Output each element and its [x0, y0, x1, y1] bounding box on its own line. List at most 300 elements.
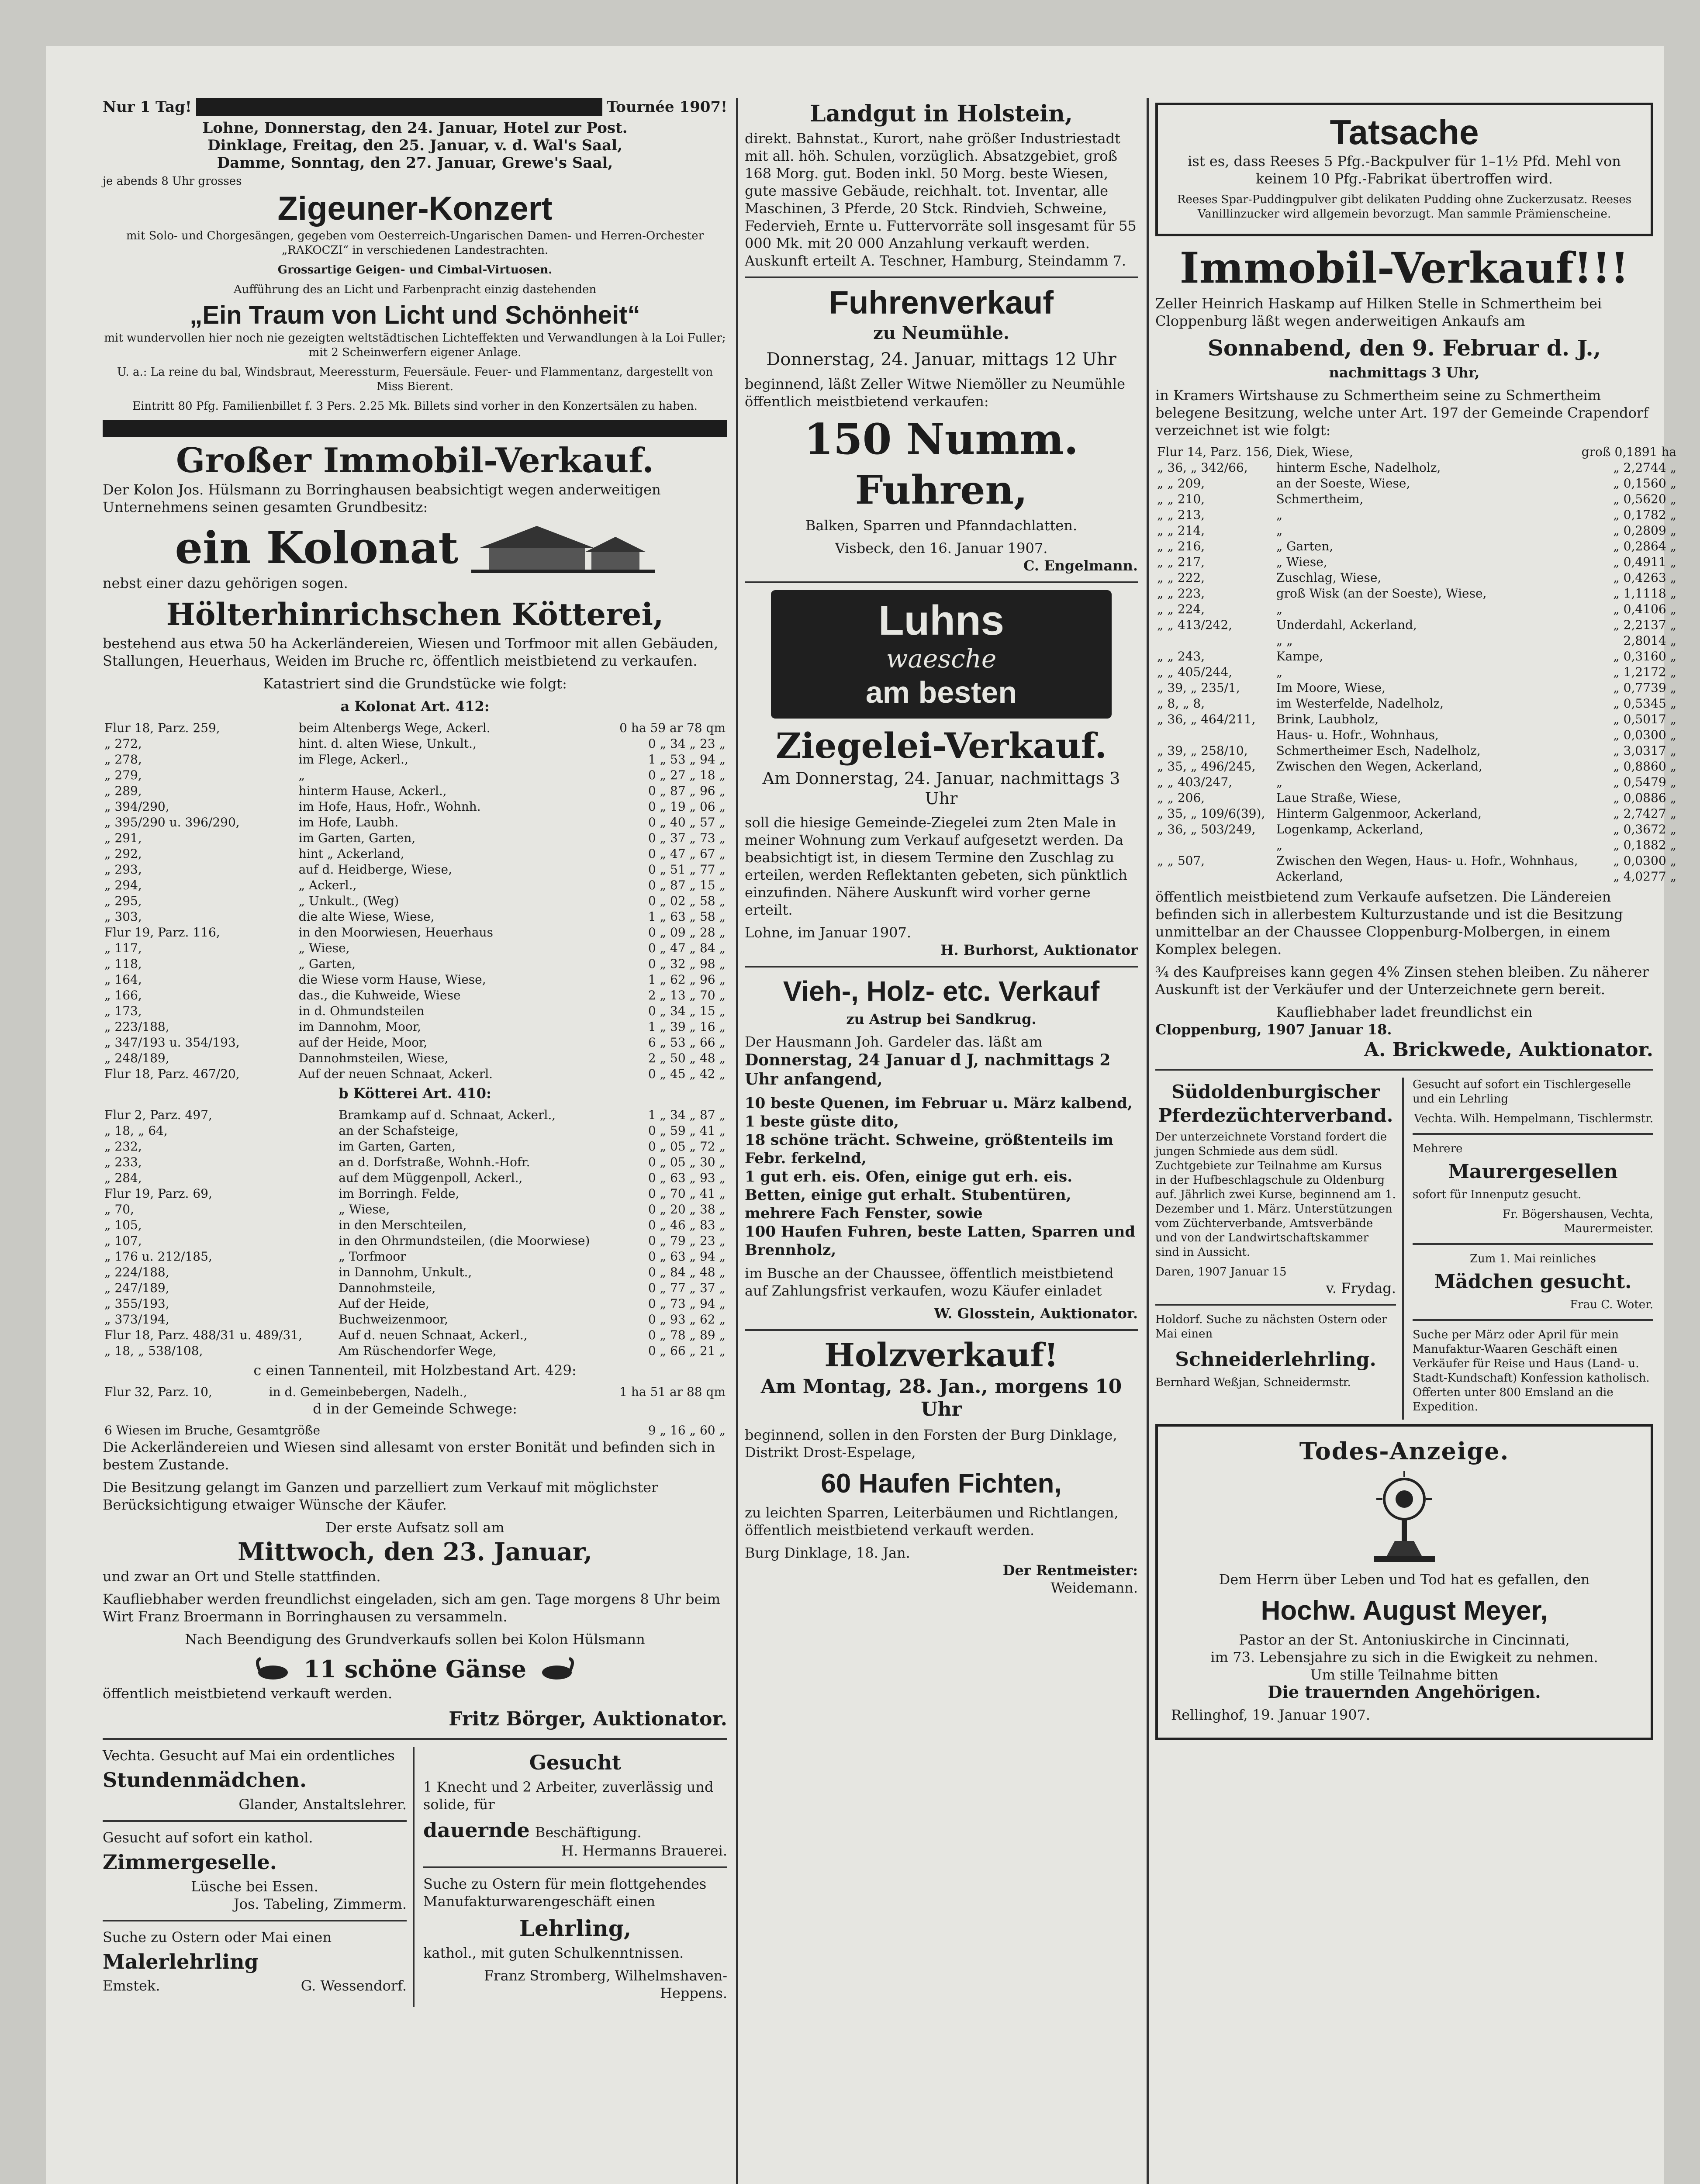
- cell: 0 „ 63 „ 94 „: [648, 1249, 726, 1264]
- table-row: [103, 1423, 727, 1438]
- vieh-item: 100 Haufen Fuhren, beste Latten, Sparren und Brennholz,: [745, 1223, 1136, 1259]
- cell: „ „ 213,: [1157, 508, 1205, 522]
- ad-place: Emstek.: [103, 1977, 160, 1994]
- cell: Kampe,: [1276, 649, 1323, 663]
- cell: 0 „ 02 „ 58 „: [648, 894, 726, 908]
- cell: 0 „ 87 „ 96 „: [648, 784, 726, 798]
- fuhren-body: beginnend, läßt Zeller Witwe Niemöller zu Neumühle öffentlich meistbietend verkaufen:: [745, 376, 1125, 410]
- cell: 9 „ 16 „ 60 „: [648, 1423, 726, 1438]
- fuhren-date: Donnerstag, 24. Januar, mittags 12 Uhr: [766, 349, 1116, 370]
- cell: „ 0,1882 „: [1613, 838, 1677, 852]
- ad-text: Suche zu Ostern für mein flottgehendes Manufakturwarengeschäft einen: [423, 1876, 707, 1910]
- cell: „ 0,5479 „: [1613, 775, 1677, 789]
- cell: „ „ 405/244,: [1157, 665, 1233, 679]
- small-ads-row: [103, 1747, 727, 2007]
- immobil-termin: Der erste Aufsatz soll am: [325, 1519, 504, 1536]
- cell: 0 „ 05 „ 72 „: [648, 1139, 726, 1154]
- vieh-sub: zu Astrup bei Sandkrug.: [846, 1011, 1037, 1027]
- cell: „ Wiese,: [1276, 555, 1327, 569]
- holz-signature: Der Rentmeister:: [1002, 1562, 1138, 1579]
- cell: Am Rüschendorfer Wege,: [339, 1344, 497, 1358]
- cell: „ 166,: [104, 988, 142, 1002]
- cell: „ Ackerl.,: [298, 878, 357, 892]
- column-left: [103, 98, 727, 2007]
- cell: „ „ 413/242,: [1157, 618, 1233, 632]
- immobil2-intro: Zeller Heinrich Haskamp auf Hilken Stelle in Schmertheim bei Cloppenburg läßt wegen anderweitigen Ankaufs am: [1155, 295, 1602, 329]
- cell: „ 0,4106 „: [1613, 602, 1677, 616]
- vieh-item: 18 schöne trächt. Schweine, größtenteils im Febr. ferkelnd,: [745, 1131, 1114, 1167]
- ad-title: Lehrling,: [519, 1915, 632, 1941]
- cell: 0 „ 78 „ 89 „: [648, 1328, 726, 1342]
- black-bar: [103, 420, 727, 437]
- column-divider: [736, 98, 738, 2184]
- table-row: [1155, 696, 1678, 712]
- small-ads-right: [1413, 1078, 1653, 1420]
- table-row: [1155, 601, 1678, 617]
- immobil-sogen: nebst einer dazu gehörigen sogen.: [103, 575, 348, 591]
- immobil-koetterei: Hölterhinrichschen Kötterei,: [166, 596, 664, 632]
- holz-body: beginnend, sollen in den Forsten der Burg Dinklage, Distrikt Drost-Espelage,: [745, 1427, 1117, 1461]
- table-row: [1155, 617, 1678, 633]
- table-row: [103, 1327, 727, 1343]
- concert-bar-right: Tournée 1907!: [606, 98, 727, 116]
- luhns-slogan: am besten: [865, 675, 1017, 709]
- table-row: [1155, 837, 1678, 853]
- table-row: [1155, 649, 1678, 664]
- concert-desc: mit Solo- und Chorgesängen, gegeben vom Oesterreich-Ungarischen Damen- und Herren-Orchester „RAKOCZI“ in verschiedenen Landestrachten.: [126, 229, 704, 257]
- table-row: [103, 1233, 727, 1249]
- cell: 0 ha 59 ar 78 qm: [619, 721, 726, 735]
- cell: Flur 18, Parz. 467/20,: [104, 1067, 240, 1081]
- table-row: [1155, 712, 1678, 727]
- cell: Logenkamp, Ackerland,: [1276, 822, 1424, 836]
- cell: „ 3,0317 „: [1613, 743, 1677, 758]
- concert-dream: „Ein Traum von Licht und Schönheit“: [190, 301, 640, 329]
- cell: „ 0,0300 „: [1613, 854, 1677, 868]
- ad-title: Malerlehrling: [103, 1950, 259, 1973]
- cell: „ 0,8860 „: [1613, 759, 1677, 774]
- cell: Dannohmsteile,: [339, 1281, 436, 1295]
- small-ads-left: [1155, 1078, 1404, 1420]
- divider: [103, 1920, 407, 1921]
- cell: Auf der Heide,: [339, 1296, 429, 1311]
- cell: „ 293,: [104, 862, 142, 877]
- ad-text: Gesucht auf sofort ein Tischlergeselle und ein Lehrling: [1413, 1078, 1631, 1106]
- table-row: [1155, 774, 1678, 790]
- cell: „ 18, „ 64,: [104, 1123, 168, 1138]
- cell: „ Unkult., (Weg): [298, 894, 399, 908]
- divider: [1413, 1243, 1653, 1245]
- cell: 2 „ 50 „ 48 „: [648, 1051, 726, 1065]
- fuhren-ad: [745, 285, 1138, 574]
- cell: in den Merschteilen,: [339, 1218, 467, 1232]
- immobil-kataster: Katastriert sind die Grundstücke wie folgt:: [263, 675, 567, 692]
- cell: im Flege, Ackerl.,: [298, 752, 408, 767]
- concert-virtuosen: Grossartige Geigen- und Cimbal-Virtuosen.: [277, 263, 553, 276]
- table-row: [1155, 790, 1678, 806]
- ziegelei-ad: [745, 726, 1138, 959]
- ad-signature: Vechta. Wilh. Hempelmann, Tischlermstr.: [1414, 1112, 1653, 1125]
- cell: „ 0,0886 „: [1613, 791, 1677, 805]
- cell: 0 „ 46 „ 83 „: [648, 1218, 726, 1232]
- cell: hinterm Esche, Nadelholz,: [1276, 460, 1441, 475]
- table-row: [1155, 822, 1678, 837]
- cell: „ 0,5017 „: [1613, 712, 1677, 726]
- table-row: [103, 1051, 727, 1066]
- immobil2-date: Sonnabend, den 9. Februar d. J.,: [1207, 335, 1601, 361]
- immobil2-title: Immobil-Verkauf!!!: [1179, 243, 1629, 293]
- tatsache-ad: [1155, 103, 1653, 236]
- cell: „: [1276, 508, 1283, 522]
- table-row: [103, 909, 727, 925]
- ad-text: Mehrere: [1413, 1142, 1463, 1155]
- cell: „ „ 209,: [1157, 476, 1205, 491]
- cell: „ 278,: [104, 752, 142, 767]
- table-row: [103, 1154, 727, 1170]
- cell: „ 294,: [104, 878, 142, 892]
- cell: 2,8014 „: [1623, 633, 1677, 648]
- cell: „ 394/290,: [104, 799, 169, 814]
- divider: [745, 1329, 1138, 1331]
- immobil2-body: in Kramers Wirtshause zu Schmertheim seine zu Schmertheim belegene Besitzung, welche unter Art. 197 der Gemeinde Crapendorf verzeichnet ist wie folgt:: [1155, 387, 1649, 439]
- table-row: [1155, 806, 1678, 822]
- table-row: [103, 1312, 727, 1327]
- cell: auf dem Müggenpoll, Ackerl.,: [339, 1171, 523, 1185]
- ad-text: 1 Knecht und 2 Arbeiter, zuverlässig und solide, für: [423, 1779, 714, 1813]
- cell: Bramkamp auf d. Schnaat, Ackerl.,: [339, 1108, 556, 1122]
- immobil2-place: Cloppenburg, 1907 Januar 18.: [1155, 1021, 1392, 1038]
- table-row: [103, 736, 727, 752]
- ad-text: sofort für Innenputz gesucht.: [1413, 1188, 1582, 1201]
- ad-title: dauernde: [423, 1818, 530, 1842]
- cell: „ „ 223,: [1157, 586, 1205, 601]
- cell: Flur 14, Parz. 156,: [1157, 445, 1273, 459]
- cell: auf der Heide, Moor,: [298, 1035, 428, 1050]
- cell: Flur 19, Parz. 116,: [104, 925, 220, 940]
- concert-ad: [103, 98, 727, 414]
- todes-text: Pastor an der St. Antoniuskirche in Cincinnati,: [1239, 1631, 1570, 1648]
- divider: [745, 966, 1138, 968]
- cell: in den Ohrmundsteilen, (die Moorwiese): [339, 1234, 590, 1248]
- cell: „ 117,: [104, 941, 142, 955]
- cell: Auf d. neuen Schnaat, Ackerl.,: [339, 1328, 528, 1342]
- cell: „ „ 243,: [1157, 649, 1205, 663]
- immobil-text: Die Ackerländereien und Wiesen sind allesamt von erster Bonität und befinden sich in bestem Zustande.: [103, 1439, 715, 1473]
- table-row: [103, 1202, 727, 1217]
- concert-line: Damme, Sonntag, den 27. Januar, Grewe's Saal,: [217, 154, 613, 172]
- cell: „ 164,: [104, 972, 142, 987]
- table-row: [103, 1265, 727, 1280]
- goose-icon: [251, 1656, 290, 1682]
- tatsache-body2: Reeses Spar-Puddingpulver gibt delikaten Pudding ohne Zuckerzusatz. Reeses Vanillinzucker wird allgemein bevorzugt. Man sammle Prämienscheine.: [1177, 193, 1632, 221]
- ad-signature: Glander, Anstaltslehrer.: [238, 1796, 407, 1813]
- cell: im Dannohm, Moor,: [298, 1019, 422, 1034]
- immobil-gaense: 11 schöne Gänse: [303, 1655, 527, 1683]
- cell: „ „ 206,: [1157, 791, 1205, 805]
- cell: „: [1276, 775, 1283, 789]
- vieh-body2: im Busche an der Chaussee, öffentlich meistbietend auf Zahlungsfrist verkaufen, wozu Käufer einladet: [745, 1265, 1114, 1299]
- immobil-ad: [103, 443, 727, 1731]
- tatsache-body: ist es, dass Reeses 5 Pfg.-Backpulver für 1–1½ Pfd. Mehl von keinem 10 Pfg.-Fabrikat übertroffen wird.: [1188, 153, 1621, 187]
- cell: 0 „ 40 „ 57 „: [648, 815, 726, 829]
- cell: „ 292,: [104, 847, 142, 861]
- cell: 0 „ 09 „ 28 „: [648, 925, 726, 940]
- ad-title: Mädchen gesucht.: [1434, 1271, 1632, 1293]
- cell: Zwischen den Wegen, Ackerland,: [1276, 759, 1482, 774]
- cell: „ 284,: [104, 1171, 142, 1185]
- cell: „ 224/188,: [104, 1265, 169, 1279]
- immobil2-signature: A. Brickwede, Auktionator.: [1364, 1039, 1653, 1061]
- immobil2-body: ¾ des Kaufpreises kann gegen 4% Zinsen stehen bleiben. Zu näherer Auskunft ist der Verkäufer und der Unterzeichnete gern bereit.: [1155, 964, 1649, 998]
- cell: 0 „ 93 „ 62 „: [648, 1312, 726, 1327]
- cell: „ „ 507,: [1157, 854, 1205, 868]
- cell: die alte Wiese, Wiese,: [298, 909, 435, 924]
- table-row: [1155, 523, 1678, 539]
- divider: [103, 1738, 727, 1740]
- cell: Flur 19, Parz. 69,: [104, 1186, 212, 1201]
- cell: „ „ 403/247,: [1157, 775, 1233, 789]
- cell: in d. Ohmundsteilen: [298, 1004, 425, 1018]
- immobil-termin: Nach Beendigung des Grundverkaufs sollen bei Kolon Hülsmann: [185, 1631, 645, 1648]
- cell: „ 0,0300 „: [1613, 728, 1677, 742]
- todes-text: Um stille Teilnahme bitten: [1310, 1666, 1499, 1683]
- cell: „: [1276, 602, 1283, 616]
- cell: 0 „ 37 „ 73 „: [648, 831, 726, 845]
- cell: „ 355/193,: [104, 1296, 169, 1311]
- cell: „ 395/290 u. 396/290,: [104, 815, 240, 829]
- concert-ausf: Aufführung des an Licht und Farbenpracht einzig dastehenden: [233, 283, 597, 296]
- cell: Flur 18, Parz. 488/31 u. 489/31,: [104, 1328, 302, 1342]
- table-row: [103, 815, 727, 830]
- ziegelei-place: Lohne, im Januar 1907.: [745, 924, 912, 941]
- holz-title: Holzverkauf!: [824, 1337, 1058, 1374]
- cell: „ 0,4263 „: [1613, 570, 1677, 585]
- ziegelei-body: soll die hiesige Gemeinde-Ziegelei zum 2ten Male in meiner Wohnung zum Verkauf aufgesetzt werden. Da beabsichtigt ist, in diesem Termine den Zuschlag zu erteilen, werden Reflektanten gebeten, sich pünktlich einzufinden. Nähere Auskunft wird vorher gerne erteilt.: [745, 814, 1127, 918]
- divider: [1413, 1133, 1653, 1135]
- table-row: [103, 925, 727, 940]
- luhns-ad: [771, 590, 1112, 719]
- parcel-table: [103, 720, 727, 1082]
- table-row: [103, 1139, 727, 1154]
- immobil-termin: und zwar an Ort und Stelle stattfinden.: [103, 1568, 381, 1585]
- table-row: [1155, 853, 1678, 869]
- cell: „ 0,3672 „: [1613, 822, 1677, 836]
- cell: Buchweizenmoor,: [339, 1312, 448, 1327]
- todes-text: Dem Herrn über Leben und Tod hat es gefallen, den: [1219, 1571, 1590, 1588]
- cell: „ 36, „ 503/249,: [1157, 822, 1256, 836]
- cell: [1155, 837, 1275, 853]
- ad-text: Lüsche bei Essen.: [191, 1878, 318, 1895]
- ad-signature: Franz Stromberg, Wilhelmshaven-Heppens.: [484, 1967, 727, 2001]
- concert-bar-left: Nur 1 Tag!: [103, 98, 192, 116]
- cell: „ „ 210,: [1157, 492, 1205, 506]
- cell: [1155, 869, 1275, 885]
- cell: 0 „ 84 „ 48 „: [648, 1265, 726, 1279]
- cell: an der Schafsteige,: [339, 1123, 459, 1138]
- cell: 0 „ 66 „ 21 „: [648, 1344, 726, 1358]
- goose-icon: [539, 1656, 579, 1682]
- cell: „ 0,4911 „: [1613, 555, 1677, 569]
- table-row: [1155, 507, 1678, 523]
- cell: „ 176 u. 212/185,: [104, 1249, 212, 1264]
- ad-text: Beschäftigung.: [535, 1824, 642, 1841]
- holz-date: Am Montag, 28. Jan., morgens 10 Uhr: [760, 1375, 1122, 1420]
- cell: „ 118,: [104, 957, 142, 971]
- cell: „ 0,5345 „: [1613, 696, 1677, 711]
- vieh-date: Donnerstag, 24 Januar d J, nachmittags 2 Uhr anfangend,: [745, 1051, 1111, 1089]
- cell: „ Garten,: [298, 957, 356, 971]
- column-middle: [745, 98, 1138, 1602]
- ad-title: Maurergesellen: [1448, 1161, 1618, 1183]
- cell: 0 „ 51 „ 77 „: [648, 862, 726, 877]
- vieh-item: 1 beste güste dito,: [745, 1113, 899, 1130]
- cell: „ 2,7427 „: [1613, 806, 1677, 821]
- ziegelei-signature: H. Burhorst, Auktionator: [940, 942, 1138, 958]
- immobil-art2: b Kötterei Art. 410:: [339, 1085, 491, 1102]
- cell: 0 „ 05 „ 30 „: [648, 1155, 726, 1169]
- fuhren-word: Fuhren,: [855, 467, 1028, 513]
- cell: 6 „ 53 „ 66 „: [648, 1035, 726, 1050]
- cell: „ 0,7739 „: [1613, 681, 1677, 695]
- cell: im Garten, Garten,: [339, 1139, 456, 1154]
- immobil2-body: öffentlich meistbietend zum Verkaufe aufsetzen. Die Ländereien befinden sich in allerbestem Kulturzustande und ist die Besitzung unmittelbar an der Chaussee Cloppenburg-Molbergen, in einem Komplex belegen.: [1155, 888, 1623, 957]
- table-row: [103, 1217, 727, 1233]
- ad-signature: G. Wessendorf.: [301, 1977, 407, 1994]
- table-row: [1155, 491, 1678, 507]
- table-row: [1155, 743, 1678, 759]
- cell: „ 36, „ 464/211,: [1157, 712, 1256, 726]
- todes-title: Todes-Anzeige.: [1299, 1437, 1510, 1465]
- vieh-signature: W. Glosstein, Auktionator.: [934, 1305, 1138, 1322]
- todes-name: Hochw. August Meyer,: [1261, 1596, 1548, 1626]
- cell: an d. Dorfstraße, Wohnh.-Hofr.: [339, 1155, 530, 1169]
- fuhren-signature: C. Engelmann.: [1023, 557, 1138, 574]
- immobil-schwege: d in der Gemeinde Schwege:: [313, 1400, 517, 1417]
- concert-dream-desc: mit wundervollen hier noch nie gezeigten weltstädtischen Lichteffekten und Verwandlungen à la Loi Fuller; mit 2 Scheinwerfern eigener Anlage.: [104, 332, 726, 359]
- parcel-table: [103, 1423, 727, 1438]
- cell: „ 8, „ 8,: [1157, 696, 1205, 711]
- table-row: [103, 862, 727, 878]
- cell: „ 35, „ 496/245,: [1157, 759, 1256, 774]
- immobil-gaense-text: öffentlich meistbietend verkauft werden.: [103, 1685, 393, 1702]
- concert-line: Dinklage, Freitag, den 25. Januar, v. d. Wal's Saal,: [207, 137, 622, 154]
- cell: „ 0,2809 „: [1613, 523, 1677, 538]
- cell: auf d. Heidberge, Wiese,: [298, 862, 452, 877]
- black-bar: [196, 98, 602, 116]
- cell: „ 4,0277 „: [1613, 869, 1677, 884]
- cell: „ 233,: [104, 1155, 142, 1169]
- luhns-logo-sub: waesche: [886, 644, 997, 674]
- cell: „ 1,1118 „: [1613, 586, 1677, 601]
- vieh-intro: Der Hausmann Joh. Gardeler das. läßt am: [745, 1033, 1043, 1050]
- cell: Underdahl, Ackerland,: [1276, 618, 1417, 632]
- cell: hint. d. alten Wiese, Unkult.,: [298, 736, 477, 751]
- cell: 0 „ 73 „ 94 „: [648, 1296, 726, 1311]
- cell: 0 „ 70 „ 41 „: [648, 1186, 726, 1201]
- vieh-title: Vieh-, Holz- etc. Verkauf: [783, 975, 1100, 1007]
- parcel-table: [1155, 444, 1678, 885]
- cell: „ 1,2172 „: [1613, 665, 1677, 679]
- immobil-text: Die Besitzung gelangt im Ganzen und parzelliert zum Verkauf mit möglichster Berücksichtigung etwaiger Wünsche der Käufer.: [103, 1479, 658, 1513]
- ad-title: Stundenmädchen.: [103, 1768, 307, 1792]
- concert-line: Lohne, Donnerstag, den 24. Januar, Hotel zur Post.: [202, 119, 628, 137]
- cell: im Westerfelde, Nadelholz,: [1276, 696, 1444, 711]
- fuhren-place: Visbeck, den 16. Januar 1907.: [835, 540, 1048, 556]
- ad-text: Vechta. Gesucht auf Mai ein ordentliches: [103, 1747, 395, 1764]
- ad-text: kathol., mit guten Schulkenntnissen.: [423, 1945, 684, 1961]
- cell: groß Wisk (an der Soeste), Wiese,: [1276, 586, 1487, 601]
- vieh-item: 1 gut erh. eis. Ofen, einige gut erh. eis. Betten, einige gut erhalt. Stubentüren, mehrere Fach Fenster, sowie: [745, 1168, 1073, 1222]
- table-row: [103, 1170, 727, 1186]
- immobil-termin: Kaufliebhaber werden freundlichst eingeladen, sich am gen. Tage morgens 8 Uhr beim Wirt Franz Broermann in Borringhausen zu versammeln.: [103, 1591, 721, 1625]
- cell: im Hofe, Laubh.: [298, 815, 399, 829]
- table-row: [103, 1035, 727, 1051]
- cell: hinterm Hause, Ackerl.,: [298, 784, 447, 798]
- fuhren-sub: zu Neumühle.: [873, 323, 1009, 343]
- cell: „ 2,2744 „: [1613, 460, 1677, 475]
- cell: 0 „ 47 „ 67 „: [648, 847, 726, 861]
- cell: „ 39, „ 235/1,: [1157, 681, 1240, 695]
- parcel-table: [103, 1384, 727, 1400]
- table-row: [103, 1343, 727, 1359]
- ad-signature: H. Hermanns Brauerei.: [561, 1842, 727, 1859]
- immobil-art: a Kolonat Art. 412:: [340, 698, 490, 715]
- newspaper-page: [46, 46, 1677, 2184]
- cell: „ 0,5620 „: [1613, 492, 1677, 506]
- cell: „ 373/194,: [104, 1312, 169, 1327]
- cell: „: [1276, 523, 1283, 538]
- cell: „: [1276, 838, 1283, 852]
- table-row: [103, 1107, 727, 1123]
- cell: 0 „ 19 „ 06 „: [648, 799, 726, 814]
- immobil2-ad: [1155, 243, 1677, 1062]
- small-ads-row: [1155, 1078, 1653, 1420]
- ziegelei-title: Ziegelei-Verkauf.: [775, 725, 1107, 766]
- cell: „ 35, „ 109/6(39),: [1157, 806, 1265, 821]
- ad-title: Gesucht: [529, 1751, 622, 1774]
- cell: „ 291,: [104, 831, 142, 845]
- cell: „ „ 216,: [1157, 539, 1205, 553]
- cell: das., die Kuhweide, Wiese: [298, 988, 461, 1002]
- immobil-title: Großer Immobil-Verkauf.: [176, 441, 654, 480]
- cell: 1 „ 39 „ 16 „: [648, 1019, 726, 1034]
- pferde-place: Daren, 1907 Januar 15: [1155, 1265, 1287, 1279]
- cell: 0 „ 34 „ 15 „: [648, 1004, 726, 1018]
- cell: „ Garten,: [1276, 539, 1334, 553]
- tatsache-title: Tatsache: [1330, 113, 1479, 152]
- column-right: [1155, 98, 1677, 1748]
- landgut-body: direkt. Bahnstat., Kurort, nahe größer Industriestadt mit all. höh. Schulen, vorzüglich. Absatzgebiet, groß 168 Morg. gut. Boden inkl. 50 Morg. beste Wiesen, gute massive Gebäude, reichhalt. tot. Inventar, alle Maschinen, 3 Pferde, 20 Stck. Rindvieh, Schweine, Federvieh, Ernte u. Futtervorräte soll insgesamt für 55 000 Mk. mit 20 000 Anzahlung verkauft werden. Auskunft erteilt A. Teschner, Hamburg, Steindamm 7.: [745, 130, 1137, 269]
- parcel-table: [103, 1107, 727, 1359]
- cell: in den Moorwiesen, Heuerhaus: [298, 925, 494, 940]
- divider: [1155, 1304, 1396, 1306]
- cell: Flur 32, Parz. 10,: [104, 1385, 212, 1399]
- cell: 0 „ 20 „ 38 „: [648, 1202, 726, 1216]
- table-row: [103, 972, 727, 988]
- table-row: [103, 893, 727, 909]
- cell: groß 0,1891 ha: [1581, 445, 1677, 459]
- table-row: [1155, 727, 1678, 743]
- cell: „ 347/193 u. 354/193,: [104, 1035, 240, 1050]
- divider: [745, 276, 1138, 278]
- table-row: [1155, 759, 1678, 774]
- cell: hint „ Ackerland,: [298, 847, 404, 861]
- cell: „: [1276, 665, 1283, 679]
- table-row: [1155, 664, 1678, 680]
- table-row: [1155, 554, 1678, 570]
- immobil-body: bestehend aus etwa 50 ha Ackerländereien, Wiesen und Torfmoor mit allen Gebäuden, Stallungen, Heuerhaus, Weiden im Bruche rc, öffentlich meistbietend zu verkaufen.: [103, 635, 719, 669]
- cell: die Wiese vorm Hause, Wiese,: [298, 972, 486, 987]
